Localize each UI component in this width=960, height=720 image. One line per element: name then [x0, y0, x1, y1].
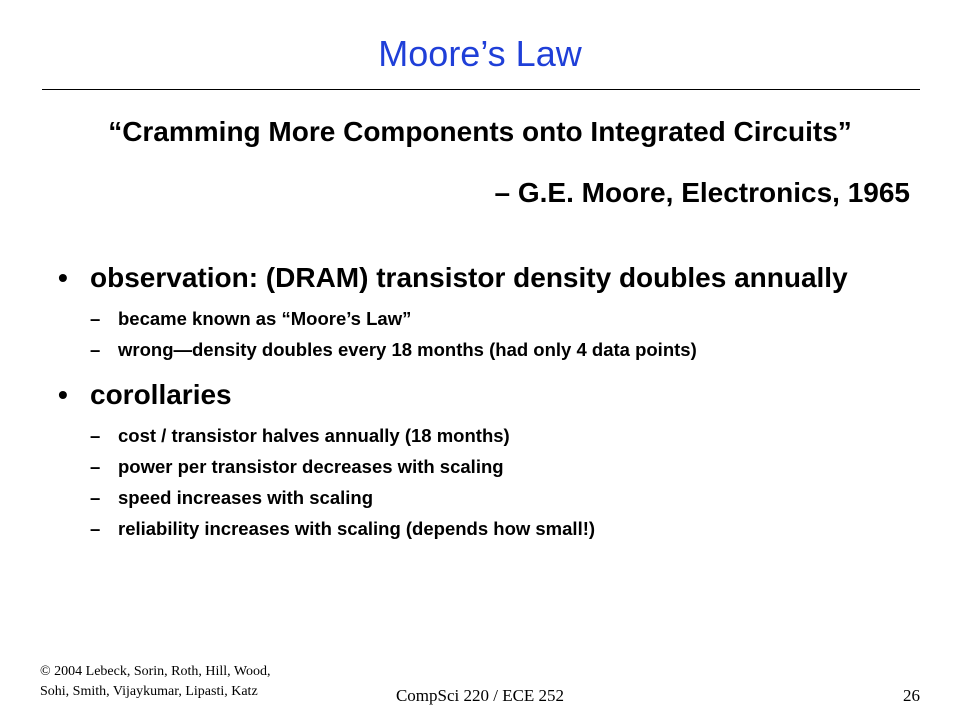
dash-icon: – — [90, 518, 101, 539]
dash-icon: – — [90, 487, 101, 508]
footer-course: CompSci 220 / ECE 252 — [395, 686, 565, 705]
sub-item — [90, 482, 908, 513]
sub-item-text: became known as “Moore’s Law” — [118, 308, 412, 329]
bullet-text: observation: (DRAM) transistor density doubles annually — [90, 262, 848, 293]
sub-item-text: wrong—density doubles every 18 months (had only 4 data points) — [118, 339, 697, 360]
quote-attribution: – G.E. Moore, Electronics, 1965 — [494, 177, 910, 208]
bullet-item-observation — [58, 262, 908, 365]
bullet-list — [58, 262, 908, 558]
quote: “Cramming More Components onto Integrated Circuits” — [108, 116, 852, 147]
bullet-icon: • — [58, 379, 68, 410]
sub-item — [90, 451, 908, 482]
title-divider — [42, 89, 920, 90]
copyright-line: Sohi, Smith, Vijaykumar, Lipasti, Katz — [40, 684, 258, 699]
sub-item — [90, 513, 908, 544]
sub-list — [90, 303, 908, 365]
sub-item-text: cost / transistor halves annually (18 months) — [118, 425, 510, 446]
sub-item-text: power per transistor decreases with scaling — [118, 456, 504, 477]
sub-item-text: reliability increases with scaling (depends how small!) — [118, 518, 596, 539]
bullet-icon: • — [58, 262, 68, 293]
sub-item — [90, 303, 908, 334]
sub-item — [90, 334, 908, 365]
sub-item-text: speed increases with scaling — [118, 487, 373, 508]
copyright-line: © 2004 Lebeck, Sorin, Roth, Hill, Wood, — [40, 664, 271, 679]
sub-item — [90, 420, 908, 451]
dash-icon: – — [90, 425, 101, 446]
dash-icon: – — [90, 339, 101, 360]
slide-title: Moore’s Law — [378, 33, 582, 74]
dash-icon: – — [90, 456, 101, 477]
page-number: 26 — [903, 686, 920, 705]
bullet-item-corollaries — [58, 379, 908, 544]
bullet-text: corollaries — [90, 379, 232, 410]
dash-icon: – — [90, 308, 101, 329]
sub-list — [90, 420, 908, 544]
